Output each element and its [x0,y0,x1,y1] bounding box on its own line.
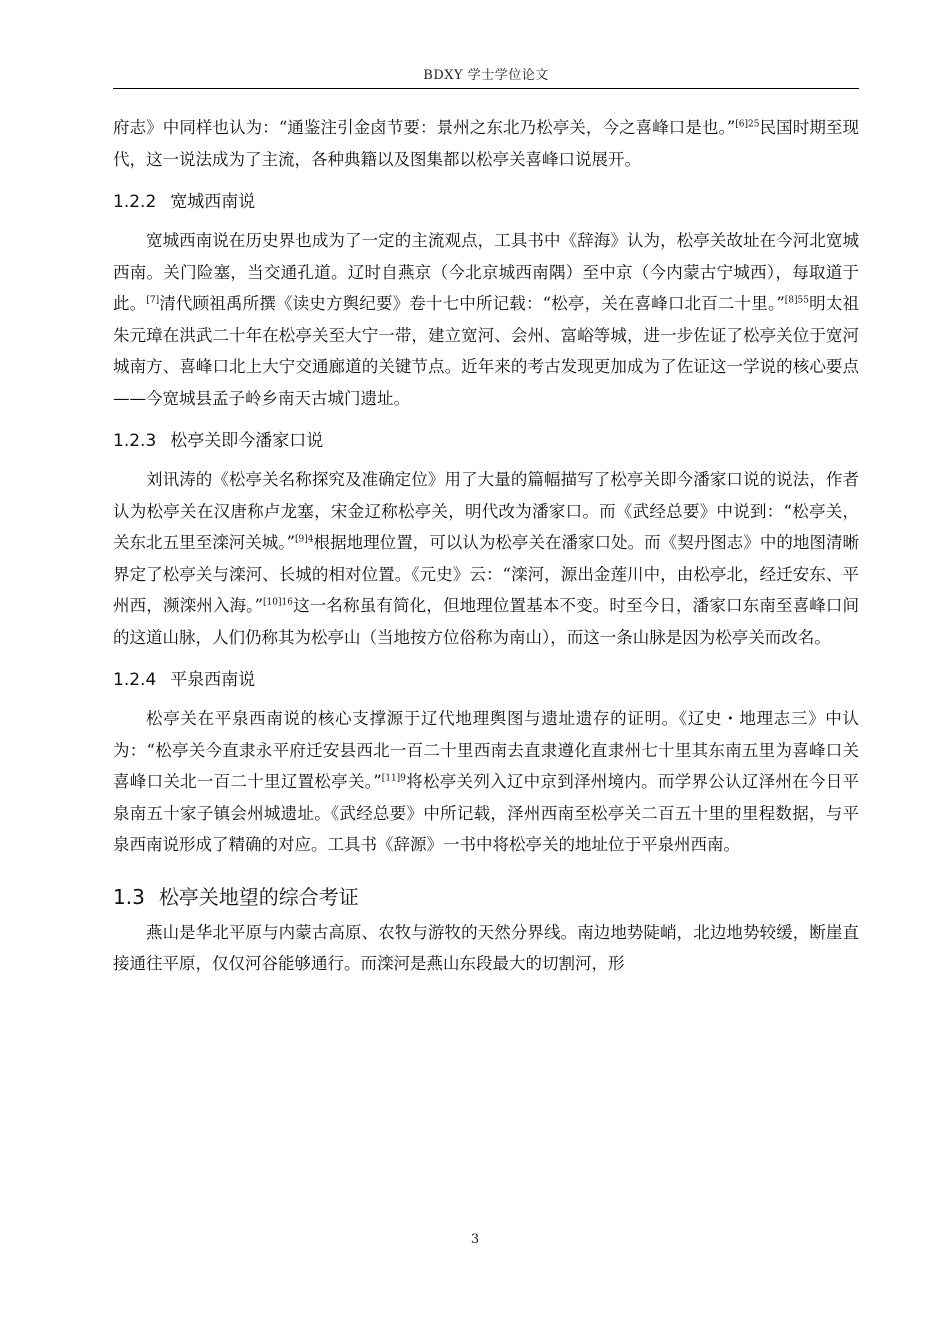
citation: [9]4 [295,534,314,545]
citation: [8]55 [784,295,809,306]
text-run: 根据地理位置，可以认为松亭关在潘家口处。而《契丹图志》中的地图清晰界定了松亭关与滦河、长城的相对位置。《元史》云：“滦河，源出金莲川中，由松亭北，经迁安东、平州西，濒滦州入海。” [113,533,860,615]
text-run: 清代顾祖禹所撰《读史方舆纪要》卷十七中所记载：“松亭，关在喜峰口北百二十里。” [159,294,785,313]
paragraph [113,703,859,861]
section-title: 松亭关即今潘家口说 [170,431,324,451]
section-number: 1.2.4 [113,670,157,690]
section-heading-1-3 [113,881,859,913]
section-title: 宽城西南说 [170,192,256,212]
section-heading-1-2-2 [113,187,859,217]
citation: [6]25 [735,119,760,130]
text-run: 这一名称虽有简化，但地理位置基本不变。时至今日，潘家口东南至喜峰口间的这道山脉，人们仍称其为松亭山（当地按方位俗称为南山），而这一条山脉是因为松亭关而改名。 [113,596,860,647]
paragraph [113,464,859,653]
citation: [11]9 [381,773,406,784]
section-heading-1-2-3 [113,426,859,456]
section-title: 平泉西南说 [170,670,256,690]
text-run: 松亭关在平泉西南说的核心支撑源于辽代地理舆图与遗址遗存的证明。《辽史・地理志三》中认为：“松亭关今直隶永平府迁安县西北一百二十里西南去直隶遵化直隶州七十里其东南五里为喜峰口关喜峰口关北一百二十里辽置松亭关。” [113,709,859,791]
text-run: 府志》中同样也认为：“通鉴注引金卤节要：景州之东北乃松亭关，今之喜峰口是也。” [113,118,736,137]
citation: [7] [146,295,160,306]
paragraph-continued [113,112,859,175]
text-run: 燕山是华北平原与内蒙古高原、农牧与游牧的天然分界线。南边地势陡峭，北边地势较缓，断崖直接通往平原，仅仅河谷能够通行。而滦河是燕山东段最大的切割河，形 [113,922,859,973]
text-run: 宽城西南说在历史界也成为了一定的主流观点，工具书中《辞海》认为，松亭关故址在今河北宽城西南。关门险塞，当交通孔道。辽时自燕京（今北京城西南隅）至中京（今内蒙古宁城西），每取道于此。 [113,231,859,313]
section-number: 1.2.3 [113,431,157,451]
header-divider [113,88,859,89]
text-run: 明太祖朱元璋在洪武二十年在松亭关至大宁一带，建立宽河、会州、富峪等城，进一步佐证了松亭关位于宽河城南方、喜峰口北上大宁交通廊道的关键节点。近年来的考古发现更加成为了佐证这一学说的核心要点——今宽城县孟子岭乡南天古城门遗址。 [113,294,860,408]
text-run: 民国时期至现代，这一说法成为了主流，各种典籍以及图集都以松亭关喜峰口说展开。 [113,118,860,169]
citation: [10]16 [263,597,293,608]
section-title: 松亭关地望的综合考证 [158,884,359,909]
text-run: 将松亭关列入辽中京到泽州境内。而学界公认辽泽州在今日平泉南五十家子镇会州城遗址。《武经总要》中所记载，泽州西南至松亭关二百五十里的里程数据，与平泉西南说形成了精确的对应。工具书《辞源》一书中将松亭关的地址位于平泉州西南。 [113,772,860,854]
section-number: 1.3 [113,884,145,909]
paragraph [113,225,859,414]
section-heading-1-2-4 [113,665,859,695]
paragraph [113,917,859,980]
text-run: 刘讯涛的《松亭关名称探究及准确定位》用了大量的篇幅描写了松亭关即今潘家口说的说法，作者认为松亭关在汉唐称卢龙塞，宋金辽称松亭关，明代改为潘家口。而《武经总要》中说到：“松亭关，关东北五里至滦河关城。” [113,470,859,552]
section-number: 1.2.2 [113,192,157,212]
page-number: 3 [470,1232,480,1247]
document-body [113,112,859,992]
page-header: BDXY 学士学位论文 [423,68,549,83]
